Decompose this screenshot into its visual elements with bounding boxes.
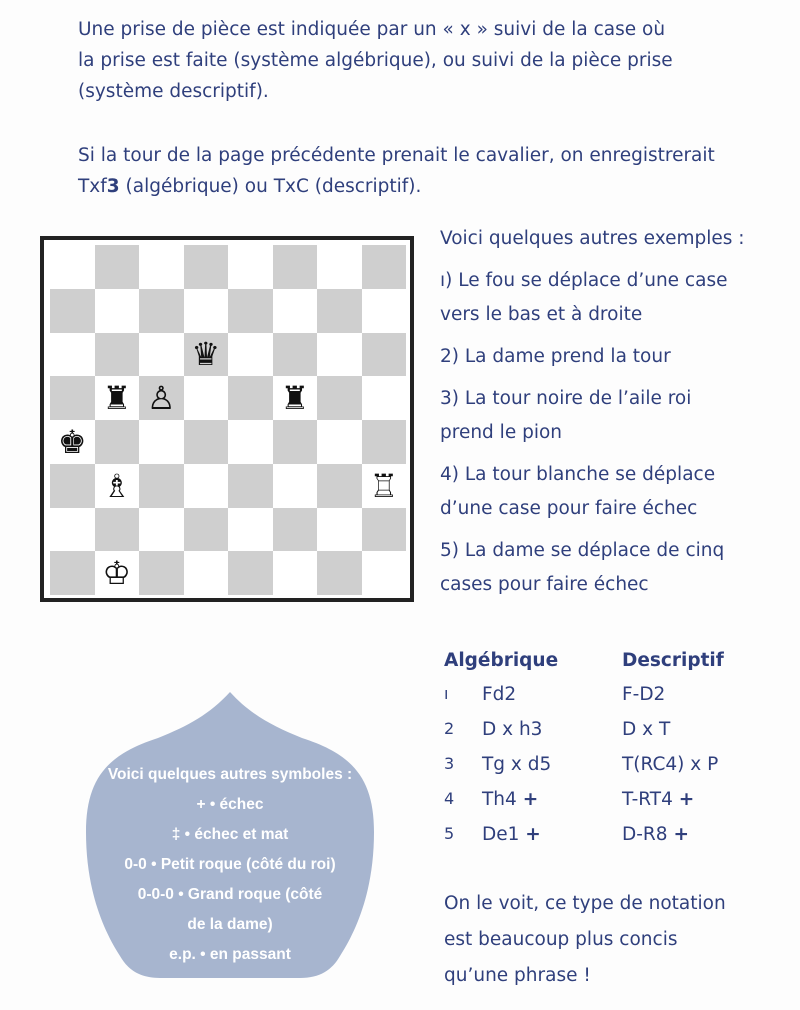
row-number: 3 (444, 754, 455, 773)
descriptive-move-text: T-RT4 (622, 789, 679, 810)
square-h4 (362, 420, 407, 464)
descriptive-check-mark: + (673, 824, 689, 845)
square-f7 (273, 289, 318, 333)
square-d2 (184, 508, 229, 552)
example-paragraph (78, 140, 778, 202)
square-f6 (273, 333, 318, 377)
square-g1 (317, 551, 362, 595)
square-e1 (228, 551, 273, 595)
symbol-checkmate: ‡ • échec et mat (171, 826, 289, 843)
example-item (440, 382, 790, 450)
square-d1 (184, 551, 229, 595)
white-rook-icon: ♖ (369, 466, 399, 505)
white-king-icon: ♔ (102, 554, 132, 593)
algebraic-move (482, 684, 516, 705)
square-a2 (50, 508, 95, 552)
intro-line: Une prise de pièce est indiquée par un « x » suivi de la case où (78, 19, 666, 40)
conclusion-line: est beaucoup plus concis (444, 929, 678, 950)
square-a8 (50, 245, 95, 289)
square-f8 (273, 245, 318, 289)
example-item-line: ı) Le fou se déplace d’une case (440, 270, 728, 291)
square-d4 (184, 420, 229, 464)
square-a1 (50, 551, 95, 595)
square-d3 (184, 464, 229, 508)
notation-header (444, 650, 784, 684)
example-item-line: 3) La tour noire de l’aile roi (440, 388, 692, 409)
notation-rank: 3 (106, 176, 120, 197)
algebraic-move-text: Fd2 (482, 684, 517, 705)
square-e6 (228, 333, 273, 377)
notation-row (444, 789, 784, 824)
symbol-short-castle: 0-0 • Petit roque (côté du roi) (124, 856, 336, 873)
square-f3 (273, 464, 318, 508)
row-number: 4 (444, 789, 455, 808)
square-e8 (228, 245, 273, 289)
symbol-check: + • échec (196, 796, 264, 813)
square-b3 (95, 464, 140, 508)
descriptive-move-text: T(RC4) x P (622, 754, 719, 775)
square-b8 (95, 245, 140, 289)
symbol-en-passant: e.p. • en passant (169, 946, 291, 963)
square-b1 (95, 551, 140, 595)
descriptive-move (622, 754, 718, 775)
square-c3 (139, 464, 184, 508)
square-c2 (139, 508, 184, 552)
descriptive-check-mark: + (678, 789, 695, 810)
black-queen-icon: ♛ (191, 335, 221, 374)
white-pawn-icon: ♙ (146, 379, 176, 418)
square-a6 (50, 333, 95, 377)
examples-intro: Voici quelques autres exemples : (440, 228, 745, 249)
notation-row (444, 824, 784, 859)
intro-line: (système descriptif). (78, 81, 269, 102)
square-a5 (50, 376, 95, 420)
square-d7 (184, 289, 229, 333)
descriptive-move (622, 824, 689, 845)
algebraic-move-text: D x h3 (482, 719, 543, 740)
square-f2 (273, 508, 318, 552)
algebraic-check-mark: + (522, 789, 539, 810)
example-item (440, 534, 790, 602)
example-line (78, 171, 778, 202)
chess-board (50, 245, 406, 595)
square-c6 (139, 333, 184, 377)
square-e5 (228, 376, 273, 420)
square-b6 (95, 333, 140, 377)
example-item-line: vers le bas et à droite (440, 304, 643, 325)
square-c1 (139, 551, 184, 595)
black-rook-icon: ♜ (102, 379, 132, 418)
header-descriptive: Descriptif (622, 650, 724, 671)
conclusion-line: qu’une phrase ! (444, 965, 591, 986)
square-g5 (317, 376, 362, 420)
example-item-line: d’une case pour faire échec (440, 498, 698, 519)
square-h5 (362, 376, 407, 420)
example-item-line: prend le pion (440, 422, 563, 443)
example-item (440, 264, 790, 332)
notation-rows (444, 684, 784, 859)
example-item (440, 458, 790, 526)
square-e3 (228, 464, 273, 508)
conclusion-text (444, 886, 784, 994)
notation-row (444, 754, 784, 789)
descriptive-move (622, 719, 670, 740)
algebraic-move (482, 719, 542, 740)
example-item-line: 2) La dame prend la tour (440, 346, 671, 367)
square-e7 (228, 289, 273, 333)
square-g4 (317, 420, 362, 464)
example-line: Si la tour de la page précédente prenait le cavalier, on enregistrerait (78, 145, 715, 166)
example-item-line: cases pour faire échec (440, 574, 649, 595)
conclusion-line: On le voit, ce type de notation (444, 893, 726, 914)
header-algebraic: Algébrique (444, 650, 559, 671)
square-c4 (139, 420, 184, 464)
descriptive-move (622, 789, 694, 810)
square-d8 (184, 245, 229, 289)
algebraic-move (482, 824, 541, 845)
algebraic-move-text: Th4 (482, 789, 523, 810)
examples-list (440, 222, 790, 610)
symbol-long-castle-cont: de la dame) (187, 916, 273, 933)
intro-paragraph (78, 14, 778, 107)
algebraic-check-mark: + (525, 824, 541, 845)
descriptive-move (622, 684, 665, 705)
square-g3 (317, 464, 362, 508)
black-rook-icon: ♜ (280, 379, 310, 418)
square-a7 (50, 289, 95, 333)
notation-row (444, 719, 784, 754)
square-b4 (95, 420, 140, 464)
square-g8 (317, 245, 362, 289)
symbols-list (80, 760, 380, 970)
square-c7 (139, 289, 184, 333)
notation-table (444, 650, 784, 859)
square-h1 (362, 551, 407, 595)
square-h2 (362, 508, 407, 552)
square-f5 (273, 376, 318, 420)
example-item (440, 340, 790, 374)
algebraic-move (482, 789, 538, 810)
square-b7 (95, 289, 140, 333)
algebraic-move (482, 754, 551, 775)
square-d6 (184, 333, 229, 377)
square-h3 (362, 464, 407, 508)
square-e4 (228, 420, 273, 464)
example-item-line: 5) La dame se déplace de cinq (440, 540, 725, 561)
white-bishop-icon: ♗ (102, 466, 132, 505)
square-e2 (228, 508, 273, 552)
square-g7 (317, 289, 362, 333)
square-h8 (362, 245, 407, 289)
notation-suffix: (algébrique) ou TxC (descriptif). (119, 176, 422, 197)
descriptive-move-text: D-R8 (622, 824, 674, 845)
square-a3 (50, 464, 95, 508)
row-number: 5 (444, 824, 455, 843)
square-d5 (184, 376, 229, 420)
square-c8 (139, 245, 184, 289)
chess-board-frame (40, 236, 414, 602)
intro-line: la prise est faite (système algébrique), ou suivi de la pièce prise (78, 50, 673, 71)
symbols-title: Voici quelques autres symboles : (107, 766, 353, 783)
square-g6 (317, 333, 362, 377)
square-f1 (273, 551, 318, 595)
symbol-long-castle: 0-0-0 • Grand roque (côté (137, 886, 323, 903)
descriptive-move-text: D x T (622, 719, 671, 740)
square-h6 (362, 333, 407, 377)
example-item-line: 4) La tour blanche se déplace (440, 464, 716, 485)
square-f4 (273, 420, 318, 464)
notation-prefix: Txf (78, 176, 107, 197)
square-a4 (50, 420, 95, 464)
notation-row (444, 684, 784, 719)
row-number: ı (444, 684, 449, 703)
algebraic-move-text: Tg x d5 (482, 754, 552, 775)
descriptive-move-text: F-D2 (622, 684, 666, 705)
square-h7 (362, 289, 407, 333)
square-c5 (139, 376, 184, 420)
algebraic-move-text: De1 (482, 824, 526, 845)
row-number: 2 (444, 719, 455, 738)
black-king-icon: ♚ (57, 422, 87, 461)
square-b2 (95, 508, 140, 552)
square-b5 (95, 376, 140, 420)
square-g2 (317, 508, 362, 552)
